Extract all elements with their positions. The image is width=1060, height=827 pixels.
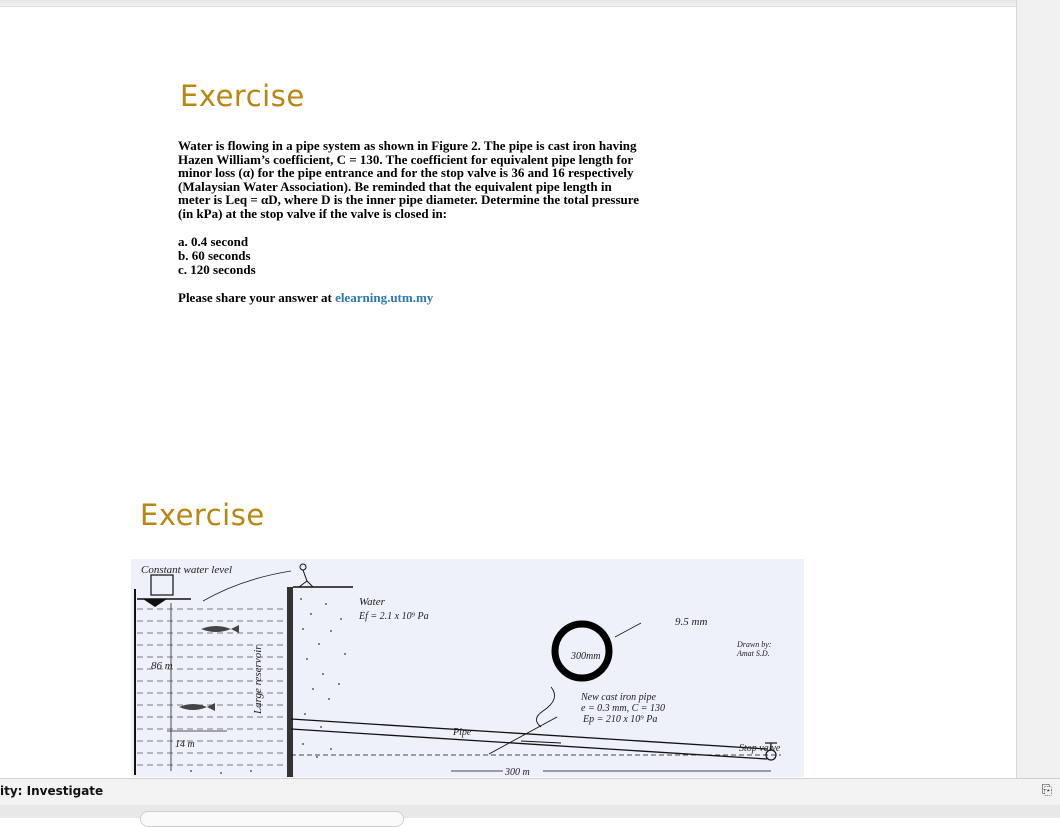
elearning-link[interactable]: elearning.utm.my — [335, 290, 434, 305]
pipe-system-figure — [131, 559, 804, 777]
pipe-spec-line1: New cast iron pipe — [581, 692, 656, 703]
pipe-spec-line3: Ep = 210 x 10⁹ Pa — [583, 714, 658, 725]
fisherman-figure — [300, 564, 306, 570]
constant-level-label: Constant water level — [141, 564, 233, 576]
pipe-diagram — [131, 559, 804, 777]
length-label: 300 m — [505, 767, 530, 777]
ef-label: Ef = 2.1 x 10⁹ Pa — [359, 611, 429, 622]
pipe-label: Pipe — [453, 727, 472, 738]
paragraph-line: meter is Leq = αD, where D is the inner pipe diameter. Determine the total pressure — [178, 192, 640, 208]
fish-icon — [179, 703, 215, 711]
viewer-top-bar — [0, 0, 1016, 7]
inlet-box — [151, 575, 173, 595]
list-item: a. 0.4 second — [178, 234, 249, 249]
list-item: b. 60 seconds — [178, 248, 251, 263]
stop-valve-label: Stop valve — [739, 743, 781, 754]
fish-icon — [201, 625, 239, 633]
slide2-title: Exercise — [140, 498, 265, 532]
paragraph-line: minor loss (α) for the pipe entrance and for the stop valve is 36 and 16 respectively — [178, 165, 634, 181]
status-bar — [0, 778, 1060, 805]
flow-arrow — [521, 741, 561, 743]
problem-paragraph — [178, 139, 838, 221]
depth-14-label: 14 m — [175, 739, 195, 750]
copy-icon[interactable]: ⎘ — [1041, 783, 1052, 798]
paragraph-line: (in kPa) at the stop valve if the valve is closed in: — [178, 205, 448, 221]
depth-86-label: 86 m — [151, 660, 173, 672]
reservoir-right-wall — [287, 587, 293, 777]
share-text: Please share your answer at — [178, 290, 336, 305]
slide1-title: Exercise — [180, 79, 305, 113]
activity-label: ity: Investigate — [0, 784, 104, 798]
section-leader-curve — [536, 687, 554, 727]
list-item: c. 120 seconds — [178, 262, 256, 277]
thickness-label: 9.5 mm — [675, 616, 708, 628]
drawn-by-label: Drawn by: — [737, 640, 772, 649]
thickness-leader — [615, 623, 641, 637]
pipe-spec-line2: e = 0.3 mm, C = 130 — [581, 703, 666, 714]
right-side-panel — [1016, 0, 1060, 778]
taskbar-search-box[interactable] — [140, 811, 404, 827]
paragraph-line: (Malaysian Water Association). Be reminded that the equivalent pipe length in — [178, 178, 612, 194]
paragraph-line: Hazen William’s coefficient, C = 130. The coefficient for equivalent pipe length for — [178, 151, 634, 167]
soil-dots — [190, 598, 346, 774]
reservoir-label: Large reservoir — [252, 645, 264, 714]
fisherman-body — [299, 570, 313, 587]
answer-options-list — [178, 235, 256, 277]
diameter-label: 300mm — [571, 651, 601, 662]
drawn-by-name: Amat S.D. — [737, 649, 770, 658]
document-page — [0, 7, 1016, 778]
water-level-marker — [143, 599, 167, 607]
share-line — [178, 290, 433, 306]
water-label: Water — [359, 596, 385, 608]
paragraph-line: Water is flowing in a pipe system as shown in Figure 2. The pipe is cast iron having — [178, 138, 637, 153]
